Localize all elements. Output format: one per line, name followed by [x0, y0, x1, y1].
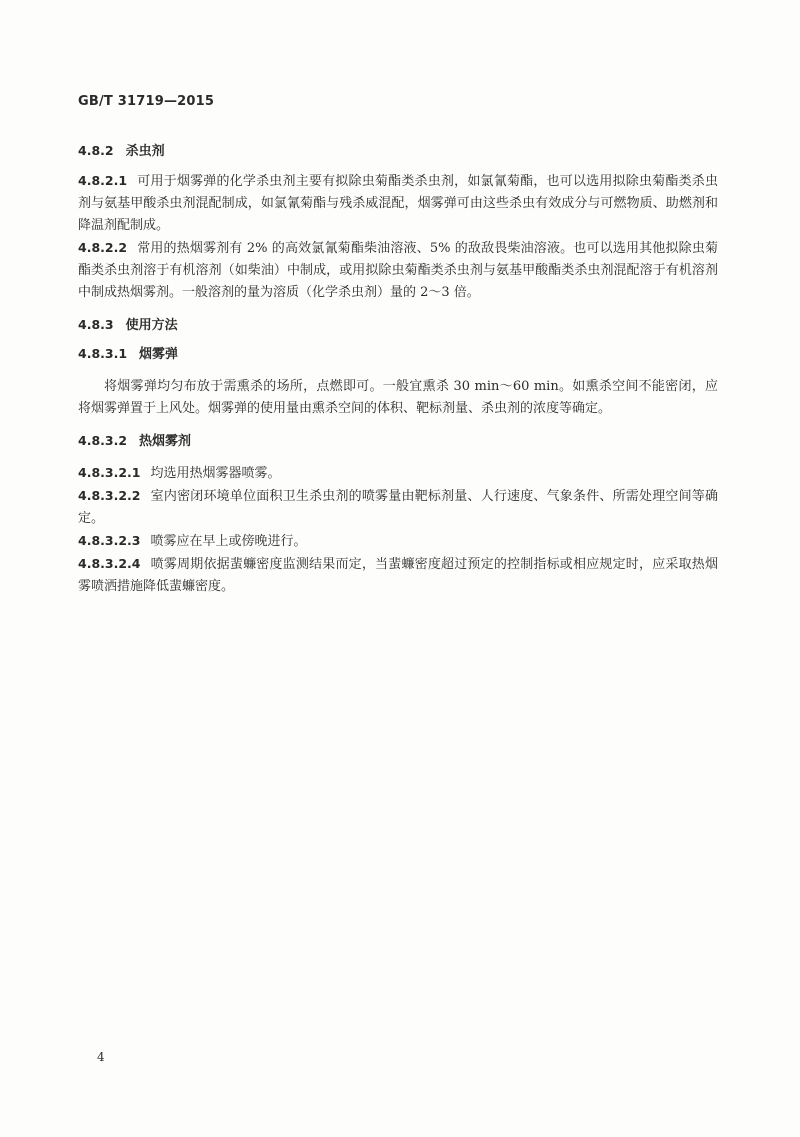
section-heading-4-8-3-1	[78, 343, 718, 366]
clause-text: 室内密闭环境单位面积卫生杀虫剂的喷雾量由靶标剂量、人行速度、气象条件、所需处理空间等确定。	[78, 489, 718, 526]
section-number: 4.8.3.2	[78, 433, 128, 448]
section-number: 4.8.2	[78, 143, 114, 158]
clause-number: 4.8.3.2.3	[78, 533, 141, 548]
section-title: 烟雾弹	[139, 347, 179, 362]
section-heading-4-8-2	[78, 140, 718, 163]
standard-code: GB/T 31719—2015	[78, 94, 215, 109]
clause-number: 4.8.3.2.1	[78, 465, 141, 480]
clause-4-8-3-2-1	[78, 462, 718, 485]
clause-4-8-3-2-4	[78, 553, 718, 598]
section-number: 4.8.3	[78, 317, 114, 332]
section-title: 杀虫剂	[125, 144, 165, 159]
clause-number: 4.8.2.1	[78, 173, 128, 188]
section-number: 4.8.3.1	[78, 346, 128, 361]
clause-4-8-3-1-text: 将烟雾弹均匀布放于需熏杀的场所，点燃即可。一般宜熏杀 30 min～60 min。如熏杀空间不能密闭，应将烟雾弹置于上风处。烟雾弹的使用量由熏杀空间的体积、靶标剂量、杀虫剂的浓度等确定。	[78, 379, 718, 416]
clause-text: 可用于烟雾弹的化学杀虫剂主要有拟除虫菊酯类杀虫剂，如氯氰菊酯，也可以选用拟除虫菊酯类杀虫剂与氨基甲酸杀虫剂混配制成，如氯氰菊酯与残杀威混配，烟雾弹可由这些杀虫有效成分与可燃物质、助燃剂和降温剂配制成。	[78, 174, 718, 233]
clause-number: 4.8.3.2.2	[78, 488, 141, 503]
section-heading-4-8-3	[78, 314, 718, 337]
section-heading-4-8-3-2	[78, 430, 718, 453]
clause-text: 喷雾周期依据蜚蠊密度监测结果而定，当蜚蠊密度超过预定的控制指标或相应规定时，应采取热烟雾喷洒措施降低蜚蠊密度。	[78, 557, 718, 594]
clause-4-8-3-2-2	[78, 485, 718, 530]
clause-4-8-2-2	[78, 237, 718, 304]
section-title: 使用方法	[125, 318, 178, 333]
clause-number: 4.8.3.2.4	[78, 556, 141, 571]
clause-4-8-3-2-3	[78, 530, 718, 553]
clause-text: 均选用热烟雾器喷雾。	[150, 466, 281, 481]
section-title: 热烟雾剂	[139, 434, 192, 449]
clause-4-8-2-1	[78, 170, 718, 237]
clause-text: 喷雾应在早上或傍晚进行。	[150, 534, 307, 549]
page-number: 4	[97, 1050, 105, 1064]
clause-text: 常用的热烟雾剂有 2% 的高效氯氰菊酯柴油溶液、5% 的敌敌畏柴油溶液。也可以选用其他拟除虫菊酯类杀虫剂溶于有机溶剂（如柴油）中制成，或用拟除虫菊酯类杀虫剂与氨基甲酸酯类杀虫剂混配溶于有机溶剂中制成热烟雾剂。一般溶剂的量为溶质（化学杀虫剂）量的 2～3 倍。	[78, 241, 718, 300]
document-body	[78, 140, 718, 598]
clause-number: 4.8.2.2	[78, 240, 128, 255]
